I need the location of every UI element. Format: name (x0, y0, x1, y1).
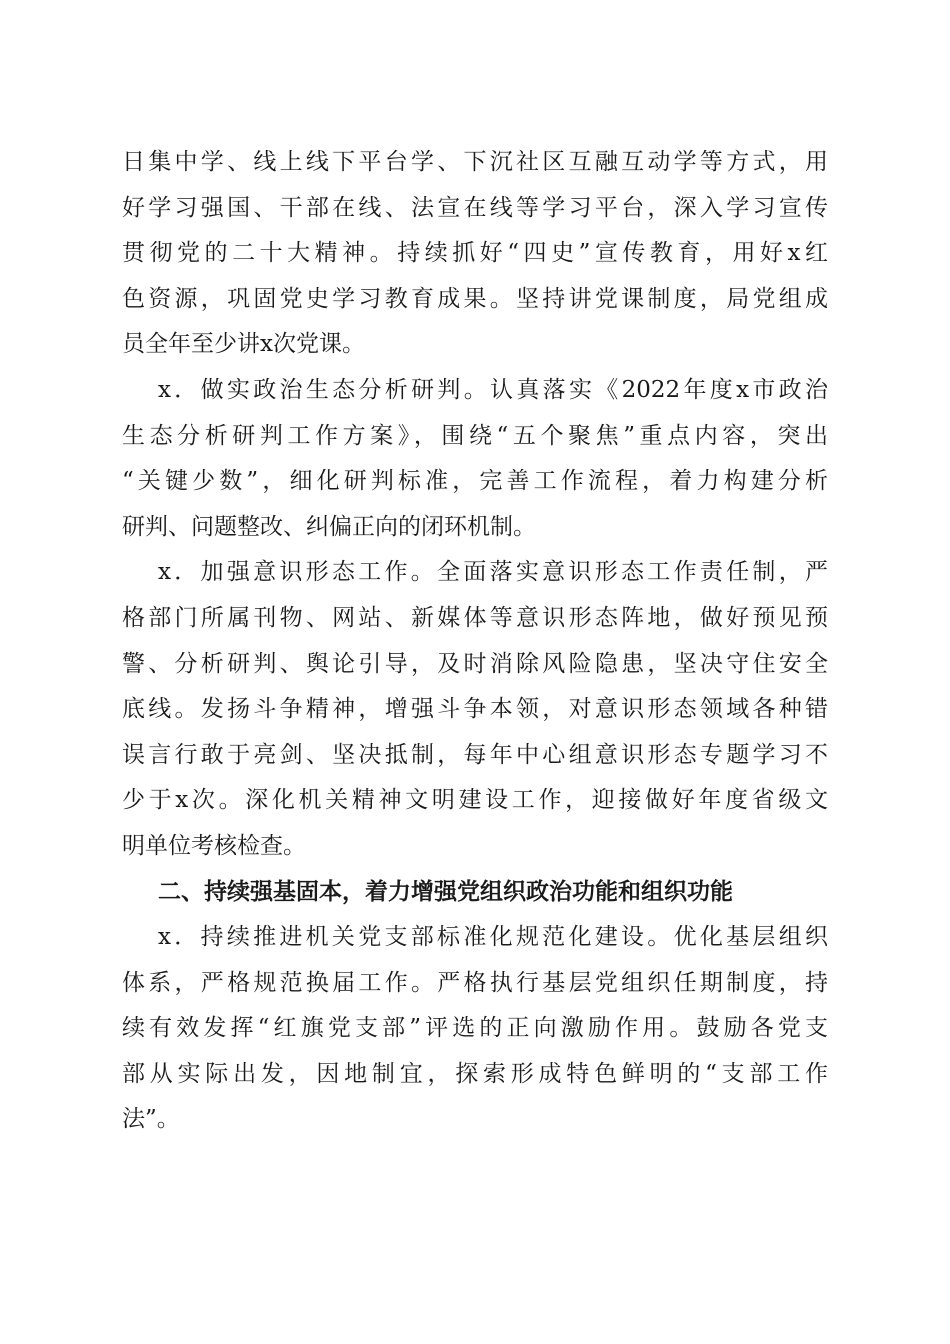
paragraph-political-ecology (122, 368, 828, 550)
text-line: 好学习强国、干部在线、法宣在线等学习平台，深入学习宣传 (122, 194, 828, 221)
text-line: “关键少数”，细化研判标准，完善工作流程，着力构建分析 (122, 468, 828, 495)
paragraph-branch-standardization (122, 915, 828, 1143)
text-line: 员全年至少讲x次党课。 (122, 331, 365, 358)
text-line: 明单位考核检查。 (122, 832, 306, 859)
text-line: 色资源，巩固党史学习教育成果。坚持讲党课制度，局党组成 (122, 285, 828, 312)
document-page (122, 140, 828, 1143)
text-line: 生态分析研判工作方案》，围绕“五个聚焦”重点内容，突出 (122, 422, 828, 449)
paragraph-ideology-work (122, 550, 828, 869)
text-line: 贯彻党的二十大精神。持续抓好“四史”宣传教育，用好x红 (122, 240, 828, 267)
text-line: 体系，严格规范换届工作。严格执行基层党组织任期制度，持 (122, 969, 828, 996)
text-line: 格部门所属刊物、网站、新媒体等意识形态阵地，做好预见预 (122, 604, 828, 631)
paragraph-study-methods (122, 140, 828, 368)
text-line: 少于x次。深化机关精神文明建设工作，迎接做好年度省级文 (122, 787, 828, 814)
text-line: x．做实政治生态分析研判。认真落实《2022年度x市政治 (158, 376, 828, 403)
text-line: 误言行敢于亮剑、坚决抵制，每年中心组意识形态专题学习不 (122, 741, 828, 768)
text-line: 续有效发挥“红旗党支部”评选的正向激励作用。鼓励各党支 (122, 1015, 828, 1042)
text-line: 日集中学、线上线下平台学、下沉社区互融互动学等方式，用 (122, 149, 828, 175)
text-line: x．加强意识形态工作。全面落实意识形态工作责任制，严 (158, 559, 828, 586)
text-line: 法”。 (122, 1106, 180, 1133)
text-line: 警、分析研判、舆论引导，及时消除风险隐患，坚决守住安全 (122, 650, 828, 677)
text-line: 底线。发扬斗争精神，增强斗争本领，对意识形态领域各种错 (122, 696, 828, 723)
text-line: x．持续推进机关党支部标准化规范化建设。优化基层组织 (158, 924, 828, 951)
section-heading: 二、持续强基固本，着力增强党组织政治功能和组织功能 (158, 878, 733, 905)
text-line: 部从实际出发，因地制宜，探索形成特色鲜明的“支部工作 (122, 1060, 828, 1087)
text-line: 研判、问题整改、纠偏正向的闭环机制。 (122, 513, 536, 540)
